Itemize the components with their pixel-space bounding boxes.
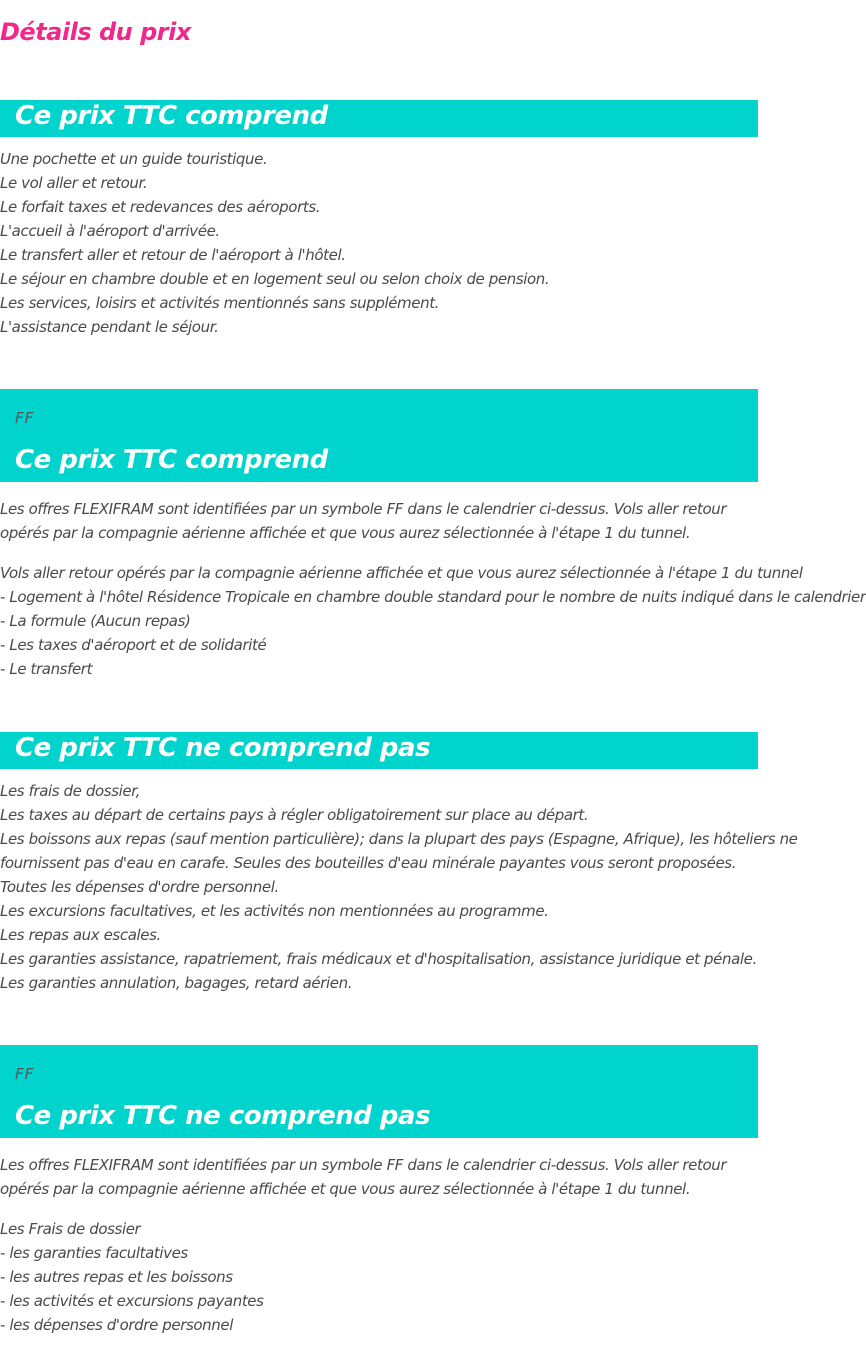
ff-tag: FF — [15, 1065, 35, 1083]
flexifram-excludes-list — [0, 1217, 758, 1337]
ff-tag: FF — [15, 409, 35, 427]
list-item: Le vol aller et retour. — [0, 174, 148, 192]
section-flexifram-excludes — [0, 1045, 758, 1337]
flexifram-intro: Les offres FLEXIFRAM sont identifiées par un symbole FF dans le calendrier ci-dessus. Vols aller retour opérés par la compagnie aérienne affichée et que vous aurez sélectionnée à l'étape 1 du tunnel. — [0, 1156, 727, 1198]
flexifram-includes-list — [0, 561, 866, 681]
includes-list — [0, 147, 758, 339]
list-item: Les taxes au départ de certains pays à régler obligatoirement sur place au départ. — [0, 806, 589, 824]
list-item: - les dépenses d'ordre personnel — [0, 1316, 233, 1334]
section-header — [0, 100, 758, 137]
list-item: Une pochette et un guide touristique. — [0, 150, 268, 168]
list-item: Les excursions facultatives, et les activités non mentionnées au programme. — [0, 902, 549, 920]
list-item: - les activités et excursions payantes — [0, 1292, 264, 1310]
list-item: - les garanties facultatives — [0, 1244, 188, 1262]
list-item: Le séjour en chambre double et en logement seul ou selon choix de pension. — [0, 270, 550, 288]
list-item: Les boissons aux repas (sauf mention particulière); dans la plupart des pays (Espagne, Afrique), les hôteliers ne — [0, 830, 798, 848]
list-item: Le forfait taxes et redevances des aéroports. — [0, 198, 321, 216]
list-item: - La formule (Aucun repas) — [0, 612, 191, 630]
section-header — [0, 1045, 758, 1138]
list-item: Vols aller retour opérés par la compagnie aérienne affichée et que vous aurez sélectionnée à l'étape 1 du tunnel — [0, 564, 803, 582]
section-header — [0, 389, 758, 482]
section-heading: Ce prix TTC ne comprend pas — [15, 1101, 431, 1131]
section-includes — [0, 100, 758, 339]
excludes-list — [0, 779, 798, 995]
section-header — [0, 732, 758, 769]
list-item: Le transfert aller et retour de l'aéroport à l'hôtel. — [0, 246, 346, 264]
list-item: Les services, loisirs et activités mentionnés sans supplément. — [0, 294, 440, 312]
list-item: L'assistance pendant le séjour. — [0, 318, 219, 336]
section-excludes — [0, 732, 798, 995]
list-item: Toutes les dépenses d'ordre personnel. — [0, 878, 279, 896]
page-title: Détails du prix — [0, 18, 191, 46]
list-item: - Les taxes d'aéroport et de solidarité — [0, 636, 267, 654]
section-flexifram-includes — [0, 389, 866, 681]
list-item: - les autres repas et les boissons — [0, 1268, 233, 1286]
list-item: fournissent pas d'eau en carafe. Seules des bouteilles d'eau minérale payantes vous seront proposées. — [0, 854, 737, 872]
list-item: Les repas aux escales. — [0, 926, 161, 944]
list-item: - Le transfert — [0, 660, 93, 678]
list-item: - Logement à l'hôtel Résidence Tropicale en chambre double standard pour le nombre de nuits indiqué dans le calendrier — [0, 588, 866, 606]
section-heading: Ce prix TTC ne comprend pas — [15, 733, 431, 763]
list-item: Les Frais de dossier — [0, 1220, 141, 1238]
section-heading: Ce prix TTC comprend — [15, 445, 328, 475]
list-item: Les frais de dossier, — [0, 782, 140, 800]
list-item: L'accueil à l'aéroport d'arrivée. — [0, 222, 220, 240]
list-item: Les garanties assistance, rapatriement, frais médicaux et d'hospitalisation, assistance juridique et pénale. — [0, 950, 757, 968]
section-heading: Ce prix TTC comprend — [15, 101, 328, 131]
flexifram-intro: Les offres FLEXIFRAM sont identifiées par un symbole FF dans le calendrier ci-dessus. Vols aller retour opérés par la compagnie aérienne affichée et que vous aurez sélectionnée à l'étape 1 du tunnel. — [0, 500, 727, 542]
list-item: Les garanties annulation, bagages, retard aérien. — [0, 974, 353, 992]
